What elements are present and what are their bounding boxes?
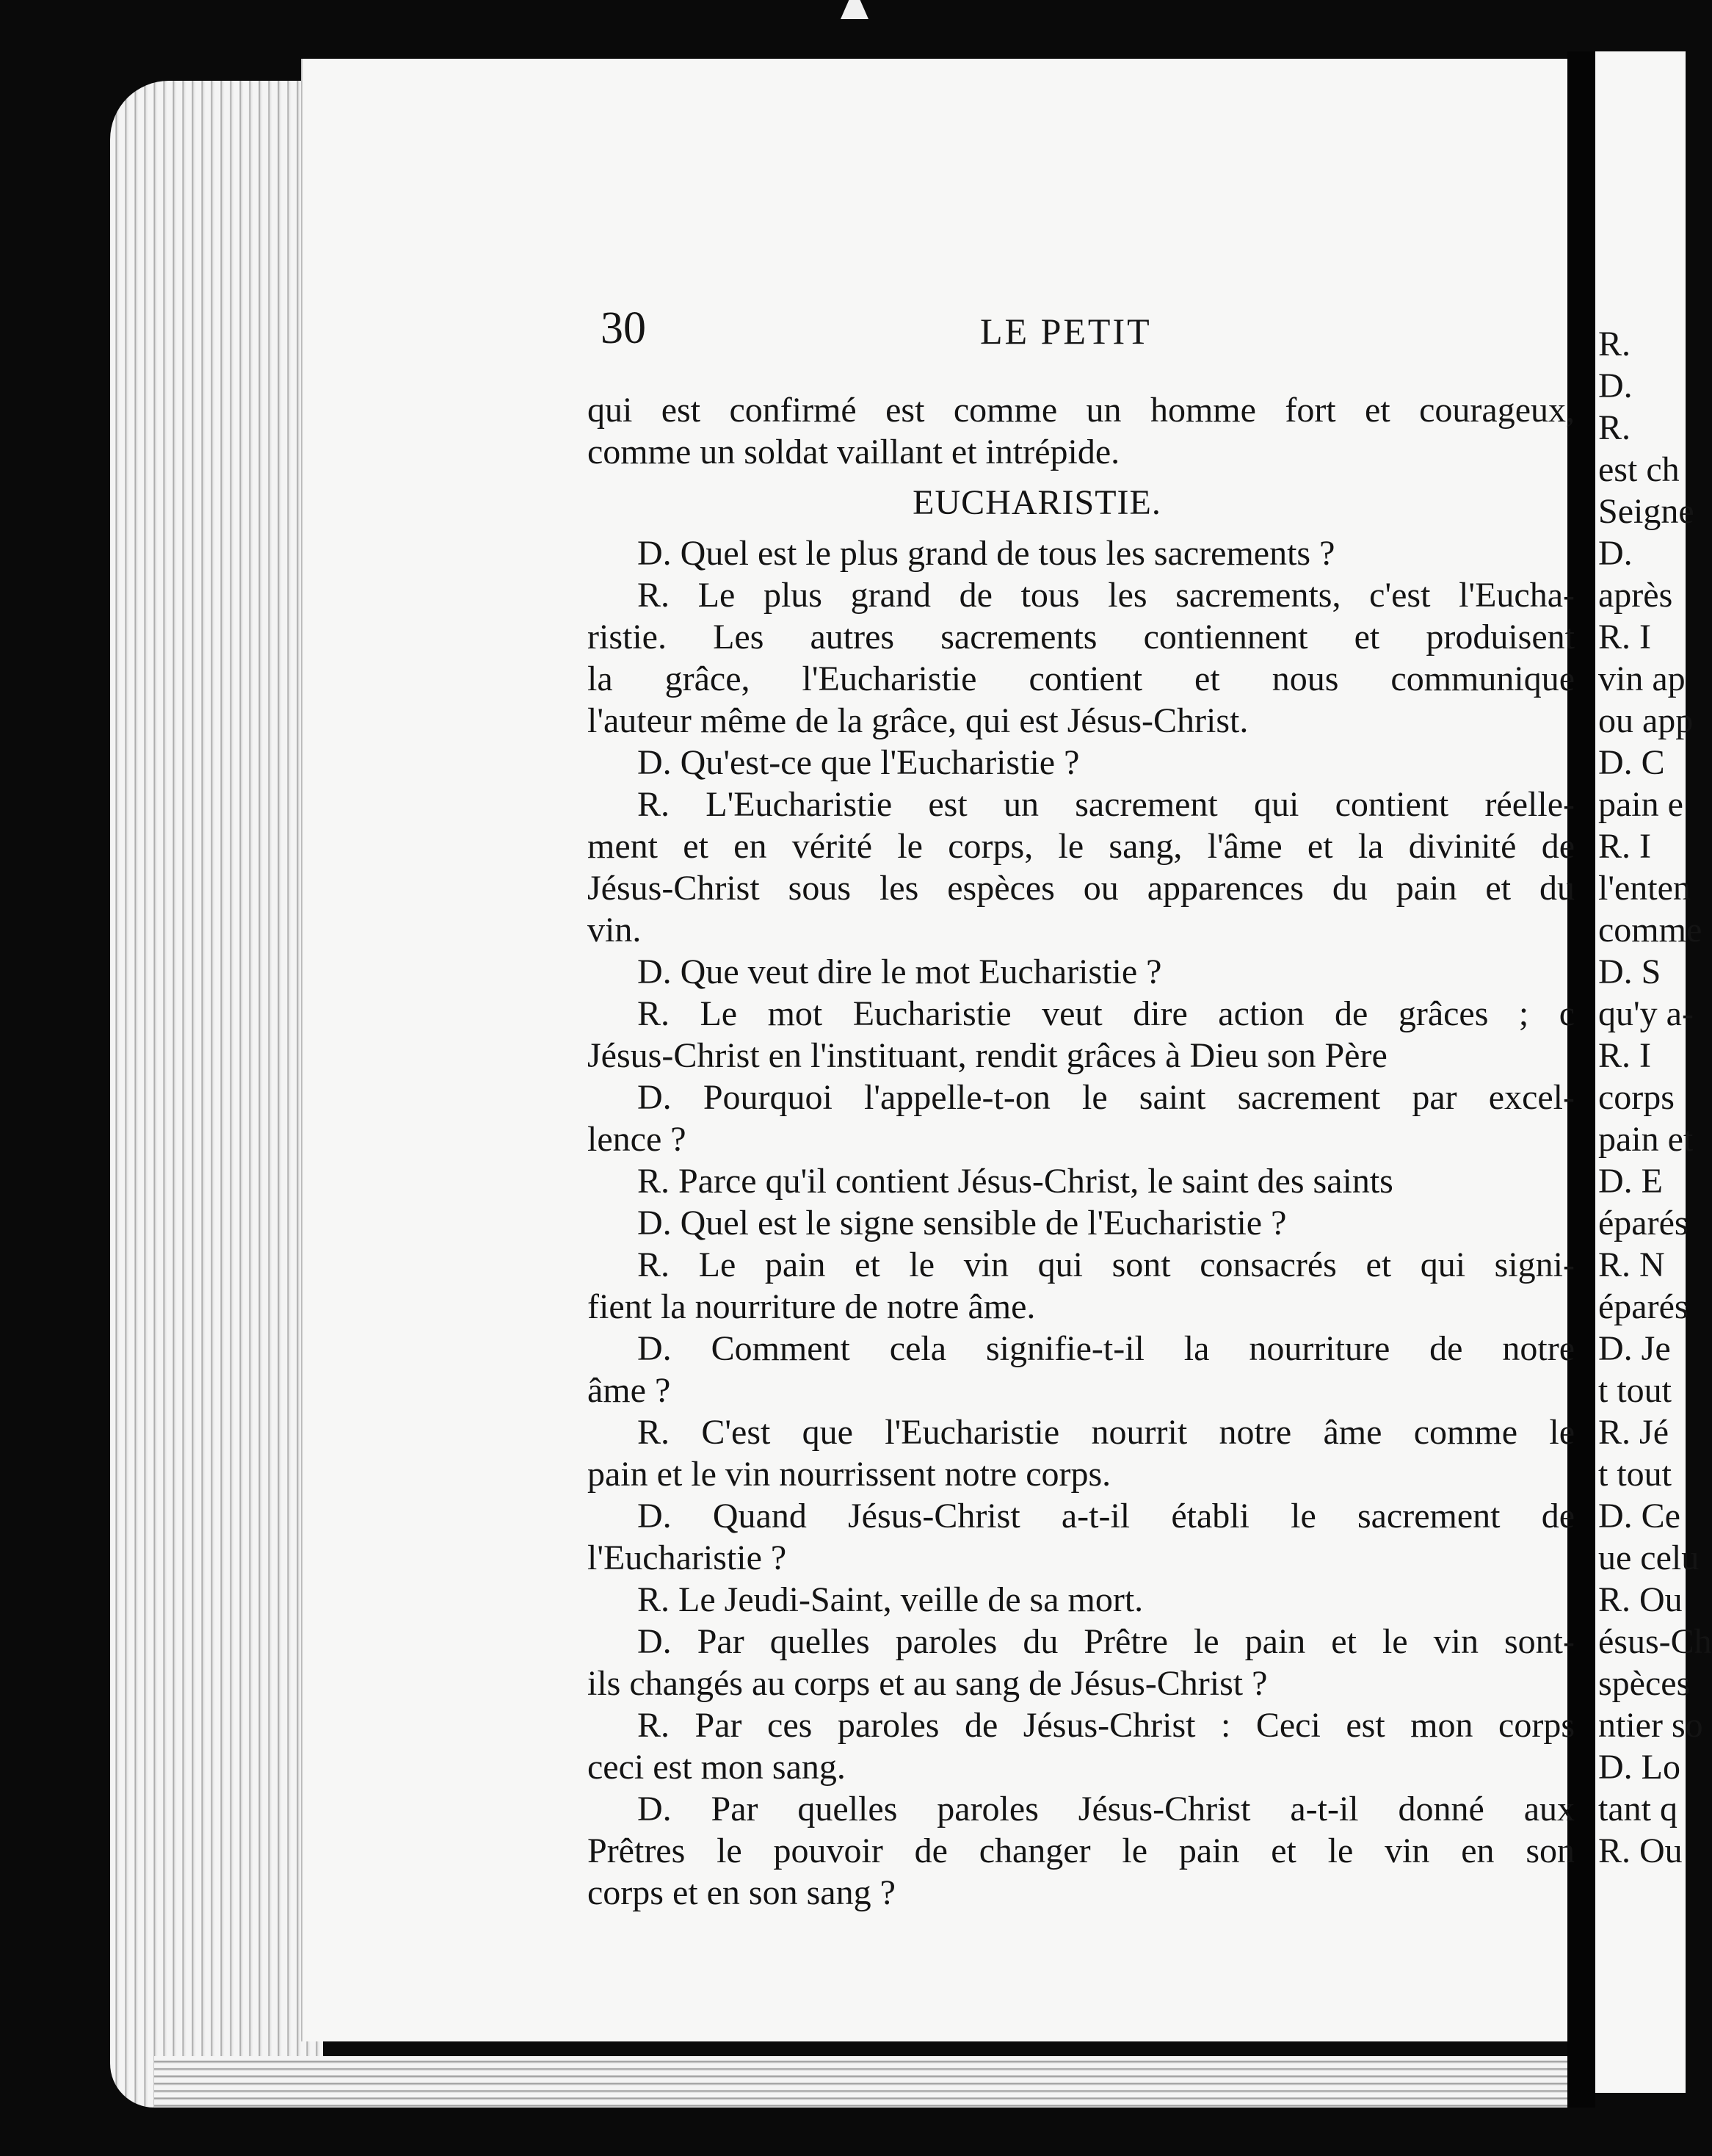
facing-text-fragment: après: [1598, 576, 1673, 615]
facing-text-fragment: ésus-Ch: [1598, 1622, 1712, 1661]
text-line: D. Comment cela signifie-t-il la nourriture de notre: [637, 1329, 1575, 1368]
text-line: Prêtres le pouvoir de changer le pain et le vin en son: [587, 1831, 1575, 1870]
text-line: qui est confirmé est comme un homme fort et courageux,: [587, 391, 1575, 430]
text-line: fient la nourriture de notre âme.: [587, 1287, 1036, 1326]
text-line: D. Quel est le signe sensible de l'Eucharistie ?: [637, 1204, 1287, 1242]
facing-text-fragment: ntier so: [1598, 1706, 1703, 1745]
facing-text-fragment: D.: [1598, 366, 1633, 405]
facing-text-fragment: D. Je: [1598, 1329, 1671, 1368]
facing-text-fragment: D. S: [1598, 952, 1661, 991]
running-head: LE PETIT: [980, 311, 1152, 352]
section-heading: EUCHARISTIE.: [913, 483, 1161, 522]
text-line: comme un soldat vaillant et intrépide.: [587, 433, 1120, 471]
facing-text-fragment: R. I: [1598, 1036, 1651, 1075]
facing-text-fragment: D. Lo: [1598, 1748, 1680, 1787]
facing-text-fragment: est ch: [1598, 450, 1680, 489]
text-line: l'Eucharistie ?: [587, 1538, 787, 1577]
facing-text-fragment: R.: [1598, 325, 1631, 363]
text-line: R. Le Jeudi-Saint, veille de sa mort.: [637, 1580, 1144, 1619]
facing-text-fragment: t tout: [1598, 1371, 1672, 1410]
text-line: la grâce, l'Eucharistie contient et nous communique: [587, 659, 1575, 698]
facing-text-fragment: vin ap: [1598, 659, 1686, 698]
facing-text-fragment: éparés: [1598, 1287, 1689, 1326]
text-line: ceci est mon sang.: [587, 1748, 846, 1787]
facing-text-fragment: qu'y a-: [1598, 994, 1694, 1033]
text-line: ils changés au corps et au sang de Jésus-Christ ?: [587, 1664, 1268, 1703]
facing-text-fragment: D.: [1598, 534, 1633, 573]
text-line: R. Le plus grand de tous les sacrements, c'est l'Eucha-: [637, 576, 1575, 615]
text-line: R. C'est que l'Eucharistie nourrit notre âme comme le: [637, 1413, 1575, 1452]
facing-text-fragment: pain e: [1598, 785, 1683, 824]
facing-text-fragment: t tout: [1598, 1455, 1672, 1494]
facing-text-fragment: D. E: [1598, 1162, 1663, 1201]
text-line: corps et en son sang ?: [587, 1873, 896, 1912]
text-line: Jésus-Christ en l'instituant, rendit grâces à Dieu son Père: [587, 1036, 1388, 1075]
text-line: âme ?: [587, 1371, 671, 1410]
facing-text-fragment: R. I: [1598, 827, 1651, 866]
text-line: R. Par ces paroles de Jésus-Christ : Ceci est mon corps: [637, 1706, 1575, 1745]
facing-text-fragment: tant q: [1598, 1790, 1677, 1828]
text-line: pain et le vin nourrissent notre corps.: [587, 1455, 1111, 1494]
facing-text-fragment: R.: [1598, 408, 1631, 447]
facing-text-fragment: comme: [1598, 911, 1702, 949]
facing-text-fragment: spèces: [1598, 1664, 1691, 1703]
text-line: D. Pourquoi l'appelle-t-on le saint sacrement par excel-: [637, 1078, 1575, 1117]
facing-page-lines: [1595, 323, 1712, 1872]
text-line: vin.: [587, 911, 642, 949]
facing-text-fragment: l'enten: [1598, 869, 1691, 908]
text-line: R. Parce qu'il contient Jésus-Christ, le saint des saints: [637, 1162, 1393, 1201]
page-number: 30: [601, 303, 646, 353]
facing-text-fragment: D. Ce: [1598, 1497, 1680, 1535]
facing-text-fragment: ue celu: [1598, 1538, 1700, 1577]
facing-text-fragment: R. Ou: [1598, 1580, 1683, 1619]
facing-page-fragment: [1595, 51, 1712, 2093]
text-line: R. L'Eucharistie est un sacrement qui contient réelle-: [637, 785, 1575, 824]
facing-text-fragment: D. C: [1598, 743, 1665, 782]
facing-text-fragment: R. Ou: [1598, 1831, 1683, 1870]
top-edge-mark: [841, 0, 868, 19]
text-line: lence ?: [587, 1120, 686, 1159]
facing-text-fragment: Seigne: [1598, 492, 1694, 531]
text-line: D. Par quelles paroles du Prêtre le pain et le vin sont-: [637, 1622, 1575, 1661]
text-line: D. Que veut dire le mot Eucharistie ?: [637, 952, 1162, 991]
text-line: ment et en vérité le corps, le sang, l'âme et la divinité de: [587, 827, 1575, 866]
page-text-body: [587, 389, 1575, 1968]
text-line: D. Par quelles paroles Jésus-Christ a-t-il donné aux: [637, 1790, 1575, 1828]
book-page-edges: [110, 81, 323, 2108]
facing-text-fragment: éparés: [1598, 1204, 1689, 1242]
text-line: Jésus-Christ sous les espèces ou apparences du pain et du: [587, 869, 1575, 908]
book-bottom-edges: [154, 2056, 1571, 2108]
facing-text-fragment: R. Jé: [1598, 1413, 1669, 1452]
facing-text-fragment: R. N: [1598, 1245, 1665, 1284]
text-line: R. Le mot Eucharistie veut dire action de grâces ; c: [637, 994, 1575, 1033]
facing-text-fragment: R. I: [1598, 618, 1651, 656]
facing-text-fragment: ou app: [1598, 701, 1694, 740]
text-line: R. Le pain et le vin qui sont consacrés et qui signi-: [637, 1245, 1575, 1284]
facing-text-fragment: pain et: [1598, 1120, 1694, 1159]
text-line: D. Quel est le plus grand de tous les sacrements ?: [637, 534, 1335, 573]
facing-text-fragment: corps: [1598, 1078, 1675, 1117]
text-line: l'auteur même de la grâce, qui est Jésus-Christ.: [587, 701, 1249, 740]
text-line: ristie. Les autres sacrements contiennent et produisent: [587, 618, 1575, 656]
text-line: D. Qu'est-ce que l'Eucharistie ?: [637, 743, 1080, 782]
text-line: D. Quand Jésus-Christ a-t-il établi le sacrement de: [637, 1497, 1575, 1535]
